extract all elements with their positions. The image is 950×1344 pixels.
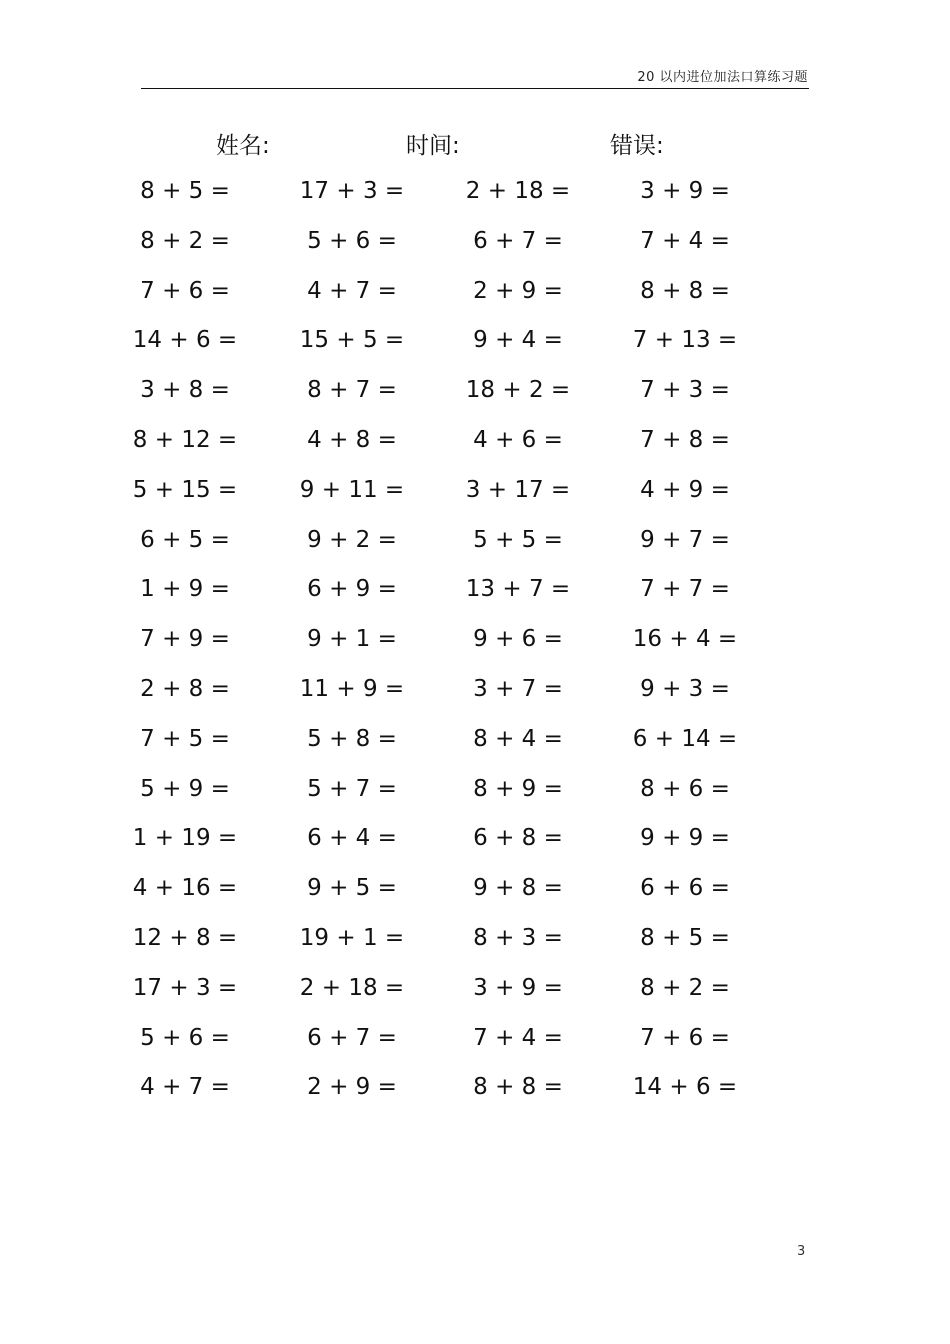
header-divider xyxy=(141,88,809,89)
problem-row xyxy=(0,921,950,971)
problem-item: 9 + 5 = xyxy=(307,875,397,902)
problem-item: 17 + 3 = xyxy=(299,178,405,204)
problem-item: 4 + 6 = xyxy=(473,426,563,453)
problem-item: 2 + 9 = xyxy=(473,277,563,304)
problem-item: 7 + 3 = xyxy=(640,377,730,404)
problem-item: 8 + 2 = xyxy=(140,227,230,254)
problem-item: 2 + 18 = xyxy=(299,974,405,1001)
problem-row xyxy=(0,373,950,423)
problem-item: 8 + 3 = xyxy=(473,924,563,951)
problem-item: 18 + 2 = xyxy=(465,377,571,404)
problem-item: 9 + 9 = xyxy=(640,825,730,852)
problem-item: 5 + 7 = xyxy=(307,775,397,802)
problem-item: 8 + 5 = xyxy=(140,178,230,204)
problem-item: 5 + 8 = xyxy=(307,725,397,752)
problem-item: 11 + 9 = xyxy=(299,675,405,702)
errors-label: 错误: xyxy=(610,133,664,159)
problem-item: 9 + 8 = xyxy=(473,875,563,902)
problem-item: 9 + 2 = xyxy=(307,526,397,553)
problem-item: 6 + 4 = xyxy=(307,825,397,852)
problem-row xyxy=(0,672,950,722)
problem-row xyxy=(0,473,950,523)
problem-row xyxy=(0,224,950,274)
time-label: 时间: xyxy=(406,133,460,159)
problem-row xyxy=(0,1021,950,1071)
problem-row xyxy=(0,821,950,871)
problem-item: 6 + 7 = xyxy=(307,1024,397,1051)
problem-item: 4 + 7 = xyxy=(140,1074,230,1101)
problem-item: 4 + 16 = xyxy=(132,875,238,902)
problem-item: 9 + 7 = xyxy=(640,526,730,553)
problem-item: 6 + 6 = xyxy=(640,875,730,902)
problem-item: 7 + 8 = xyxy=(640,426,730,453)
problem-item: 16 + 4 = xyxy=(632,626,738,653)
problem-row xyxy=(0,523,950,573)
page-number: 3 xyxy=(797,1244,806,1259)
problem-item: 8 + 5 = xyxy=(640,924,730,951)
problem-item: 5 + 6 = xyxy=(140,1024,230,1051)
problem-item: 7 + 4 = xyxy=(473,1024,563,1051)
problem-item: 8 + 7 = xyxy=(307,377,397,404)
problem-row xyxy=(0,274,950,324)
problem-item: 7 + 6 = xyxy=(140,277,230,304)
problem-row xyxy=(0,971,950,1021)
problem-item: 6 + 9 = xyxy=(307,576,397,603)
problem-item: 3 + 9 = xyxy=(473,974,563,1001)
problem-item: 2 + 9 = xyxy=(307,1074,397,1101)
problem-item: 4 + 8 = xyxy=(307,426,397,453)
problem-item: 9 + 4 = xyxy=(473,327,563,354)
problem-item: 6 + 5 = xyxy=(140,526,230,553)
problem-item: 5 + 9 = xyxy=(140,775,230,802)
problem-item: 14 + 6 = xyxy=(132,327,238,354)
problem-item: 4 + 9 = xyxy=(640,476,730,503)
problem-item: 8 + 2 = xyxy=(640,974,730,1001)
problem-item: 7 + 7 = xyxy=(640,576,730,603)
problem-item: 13 + 7 = xyxy=(465,576,571,603)
problem-item: 9 + 6 = xyxy=(473,626,563,653)
problem-item: 5 + 6 = xyxy=(307,227,397,254)
problem-item: 8 + 6 = xyxy=(640,775,730,802)
problem-item: 9 + 11 = xyxy=(299,476,405,503)
problem-item: 8 + 8 = xyxy=(473,1074,563,1101)
problem-item: 4 + 7 = xyxy=(307,277,397,304)
problem-item: 3 + 7 = xyxy=(473,675,563,702)
problem-row xyxy=(0,323,950,373)
problem-row xyxy=(0,871,950,921)
problem-item: 1 + 19 = xyxy=(132,825,238,852)
problem-item: 7 + 13 = xyxy=(632,327,738,354)
problem-item: 2 + 8 = xyxy=(140,675,230,702)
problem-item: 3 + 17 = xyxy=(465,476,571,503)
problem-item: 7 + 4 = xyxy=(640,227,730,254)
problem-item: 8 + 8 = xyxy=(640,277,730,304)
problem-item: 12 + 8 = xyxy=(132,924,238,951)
problem-grid xyxy=(0,174,950,1120)
problem-item: 8 + 9 = xyxy=(473,775,563,802)
name-label: 姓名: xyxy=(216,133,270,159)
document-header-title: 20 以内进位加法口算练习题 xyxy=(637,70,808,85)
problem-item: 14 + 6 = xyxy=(632,1074,738,1101)
problem-row xyxy=(0,622,950,672)
problem-item: 7 + 5 = xyxy=(140,725,230,752)
problem-item: 8 + 12 = xyxy=(132,426,238,453)
problem-item: 1 + 9 = xyxy=(140,576,230,603)
problem-item: 9 + 3 = xyxy=(640,675,730,702)
problem-item: 19 + 1 = xyxy=(299,924,405,951)
problem-item: 9 + 1 = xyxy=(307,626,397,653)
problem-item: 5 + 5 = xyxy=(473,526,563,553)
problem-item: 3 + 8 = xyxy=(140,377,230,404)
problem-row xyxy=(0,722,950,772)
problem-item: 7 + 6 = xyxy=(640,1024,730,1051)
problem-row xyxy=(0,174,950,224)
problem-item: 6 + 8 = xyxy=(473,825,563,852)
problem-item: 7 + 9 = xyxy=(140,626,230,653)
problem-item: 2 + 18 = xyxy=(465,178,571,204)
problem-item: 8 + 4 = xyxy=(473,725,563,752)
problem-item: 6 + 7 = xyxy=(473,227,563,254)
problem-item: 3 + 9 = xyxy=(640,178,730,204)
problem-row xyxy=(0,423,950,473)
problem-item: 15 + 5 = xyxy=(299,327,405,354)
problem-item: 5 + 15 = xyxy=(132,476,238,503)
problem-row xyxy=(0,772,950,822)
problem-item: 6 + 14 = xyxy=(632,725,738,752)
problem-item: 17 + 3 = xyxy=(132,974,238,1001)
problem-row xyxy=(0,1070,950,1120)
problem-row xyxy=(0,572,950,622)
